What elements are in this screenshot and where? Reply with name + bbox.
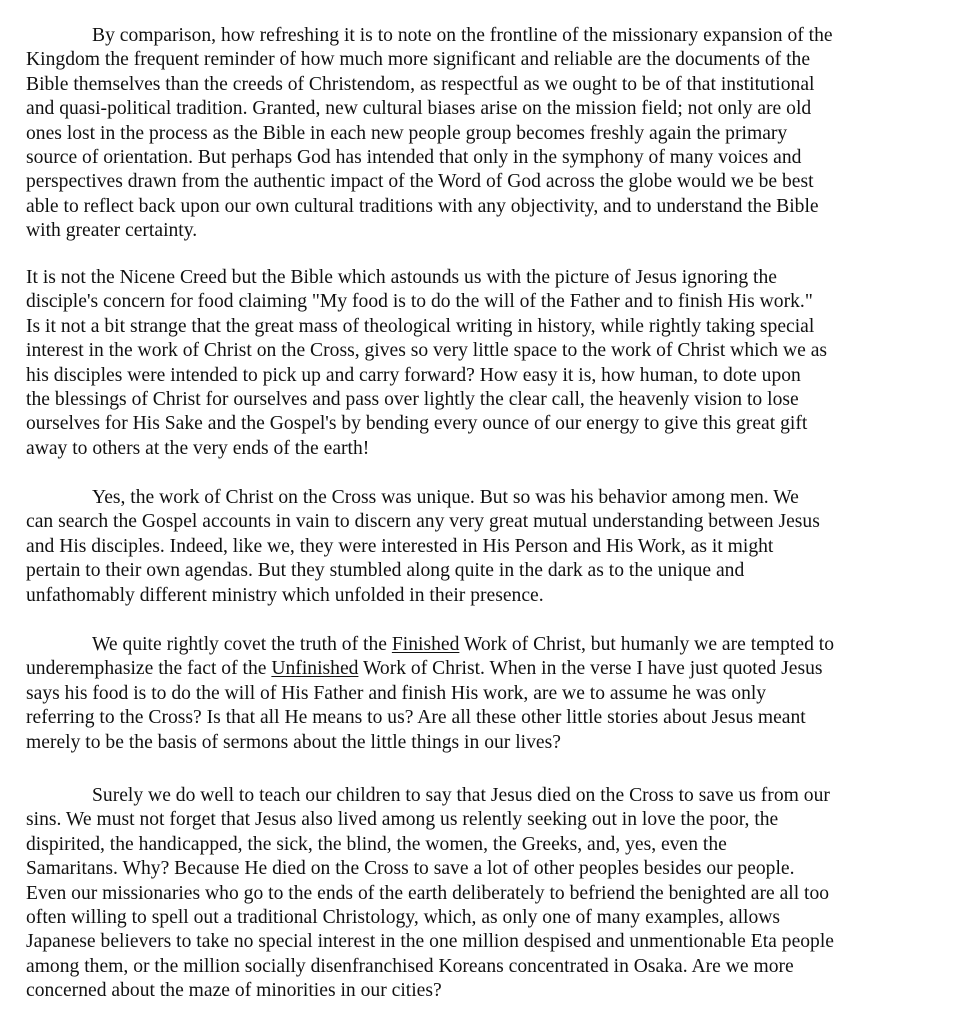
line-text-before: We quite rightly covet the truth of the xyxy=(92,634,392,655)
paragraph-line xyxy=(26,633,958,657)
paragraph-line: merely to be the basis of sermons about the little things in our lives? xyxy=(26,731,561,753)
paragraph-line: can search the Gospel accounts in vain to discern any very great mutual understanding between Jesus xyxy=(26,511,820,533)
line-text-after: Work of Christ, but humanly we are tempted to xyxy=(459,634,834,655)
paragraph-line: perspectives drawn from the authentic impact of the Word of God across the globe would we be best xyxy=(26,171,814,193)
paragraph-frontline-missionary-expansion xyxy=(26,24,958,244)
paragraph-work-of-christ-unique xyxy=(26,486,958,608)
line-text-before: underemphasize the fact of the xyxy=(26,658,272,680)
underlined-term-finished: Finished xyxy=(391,634,460,655)
line-text-after: Work of Christ. When in the verse I have just quoted Jesus xyxy=(358,658,823,680)
paragraph-line: source of orientation. But perhaps God has intended that only in the symphony of many voices and xyxy=(26,147,802,169)
paragraph-line: Yes, the work of Christ on the Cross was unique. But so was his behavior among men. We xyxy=(92,487,799,508)
paragraph-line: away to others at the very ends of the earth! xyxy=(26,437,370,459)
paragraph-line: dispirited, the handicapped, the sick, the blind, the women, the Greeks, and, yes, even the xyxy=(26,833,727,855)
paragraph-line: Is it not a bit strange that the great mass of theological writing in history, while rightly taking special xyxy=(26,315,815,337)
paragraph-line: with greater certainty. xyxy=(26,220,198,242)
paragraph-line: says his food is to do the will of His Father and finish His work, are we to assume he was only xyxy=(26,682,767,704)
paragraph-nicene-creed xyxy=(26,266,958,461)
paragraph-line: Bible themselves than the creeds of Christendom, as respectful as we ought to be of that institutional xyxy=(26,73,815,95)
paragraph-line: Japanese believers to take no special interest in the one million despised and unmentionable Eta people xyxy=(26,931,834,953)
paragraph-line: unfathomably different ministry which unfolded in their presence. xyxy=(26,584,544,606)
paragraph-line: Samaritans. Why? Because He died on the Cross to save a lot of other peoples besides our people. xyxy=(26,858,795,880)
paragraph-line: pertain to their own agendas. But they stumbled along quite in the dark as to the unique and xyxy=(26,560,745,582)
paragraph-finished-unfinished-work xyxy=(26,633,958,755)
paragraph-line: ones lost in the process as the Bible in each new people group becomes freshly again the primary xyxy=(26,122,788,144)
paragraph-line: By comparison, how refreshing it is to note on the frontline of the missionary expansion of the xyxy=(92,25,833,46)
paragraph-line: ourselves for His Sake and the Gospel's by bending every ounce of our energy to give this great gift xyxy=(26,413,808,435)
paragraph-line: the blessings of Christ for ourselves and pass over lightly the clear call, the heavenly vision to lose xyxy=(26,389,799,411)
paragraph-teach-our-children xyxy=(26,784,958,1004)
paragraph-line: disciple's concern for food claiming "My food is to do the will of the Father and to finish His work." xyxy=(26,291,813,313)
underlined-term-unfinished: Unfinished xyxy=(271,658,359,680)
paragraph-line: among them, or the million socially disenfranchised Koreans concentrated in Osaka. Are we more xyxy=(26,955,794,977)
paragraph-line: his disciples were intended to pick up and carry forward? How easy it is, how human, to dote upon xyxy=(26,364,801,386)
paragraph-line: interest in the work of Christ on the Cross, gives so very little space to the work of Christ which we as xyxy=(26,340,828,362)
paragraph-line: Even our missionaries who go to the ends of the earth deliberately to befriend the benighted are all too xyxy=(26,882,830,904)
paragraph-line: It is not the Nicene Creed but the Bible which astounds us with the picture of Jesus ignoring the xyxy=(26,267,777,288)
paragraph-line: sins. We must not forget that Jesus also lived among us relently seeking out in love the poor, the xyxy=(26,809,779,831)
paragraph-line: concerned about the maze of minorities in our cities? xyxy=(26,980,442,1002)
paragraph-line xyxy=(26,657,958,681)
paragraph-line: Kingdom the frequent reminder of how much more significant and reliable are the documents of the xyxy=(26,49,811,71)
paragraph-line: and His disciples. Indeed, like we, they were interested in His Person and His Work, as it might xyxy=(26,535,774,557)
paragraph-line: often willing to spell out a traditional Christology, which, as only one of many examples, allows xyxy=(26,907,781,929)
paragraph-line: Surely we do well to teach our children to say that Jesus died on the Cross to save us from our xyxy=(92,785,830,806)
paragraph-line: and quasi-political tradition. Granted, new cultural biases arise on the mission field; not only are old xyxy=(26,98,812,120)
paragraph-line: able to reflect back upon our own cultural traditions with any objectivity, and to understand the Bible xyxy=(26,195,819,217)
paragraph-line: referring to the Cross? Is that all He means to us? Are all these other little stories about Jesus meant xyxy=(26,707,806,729)
